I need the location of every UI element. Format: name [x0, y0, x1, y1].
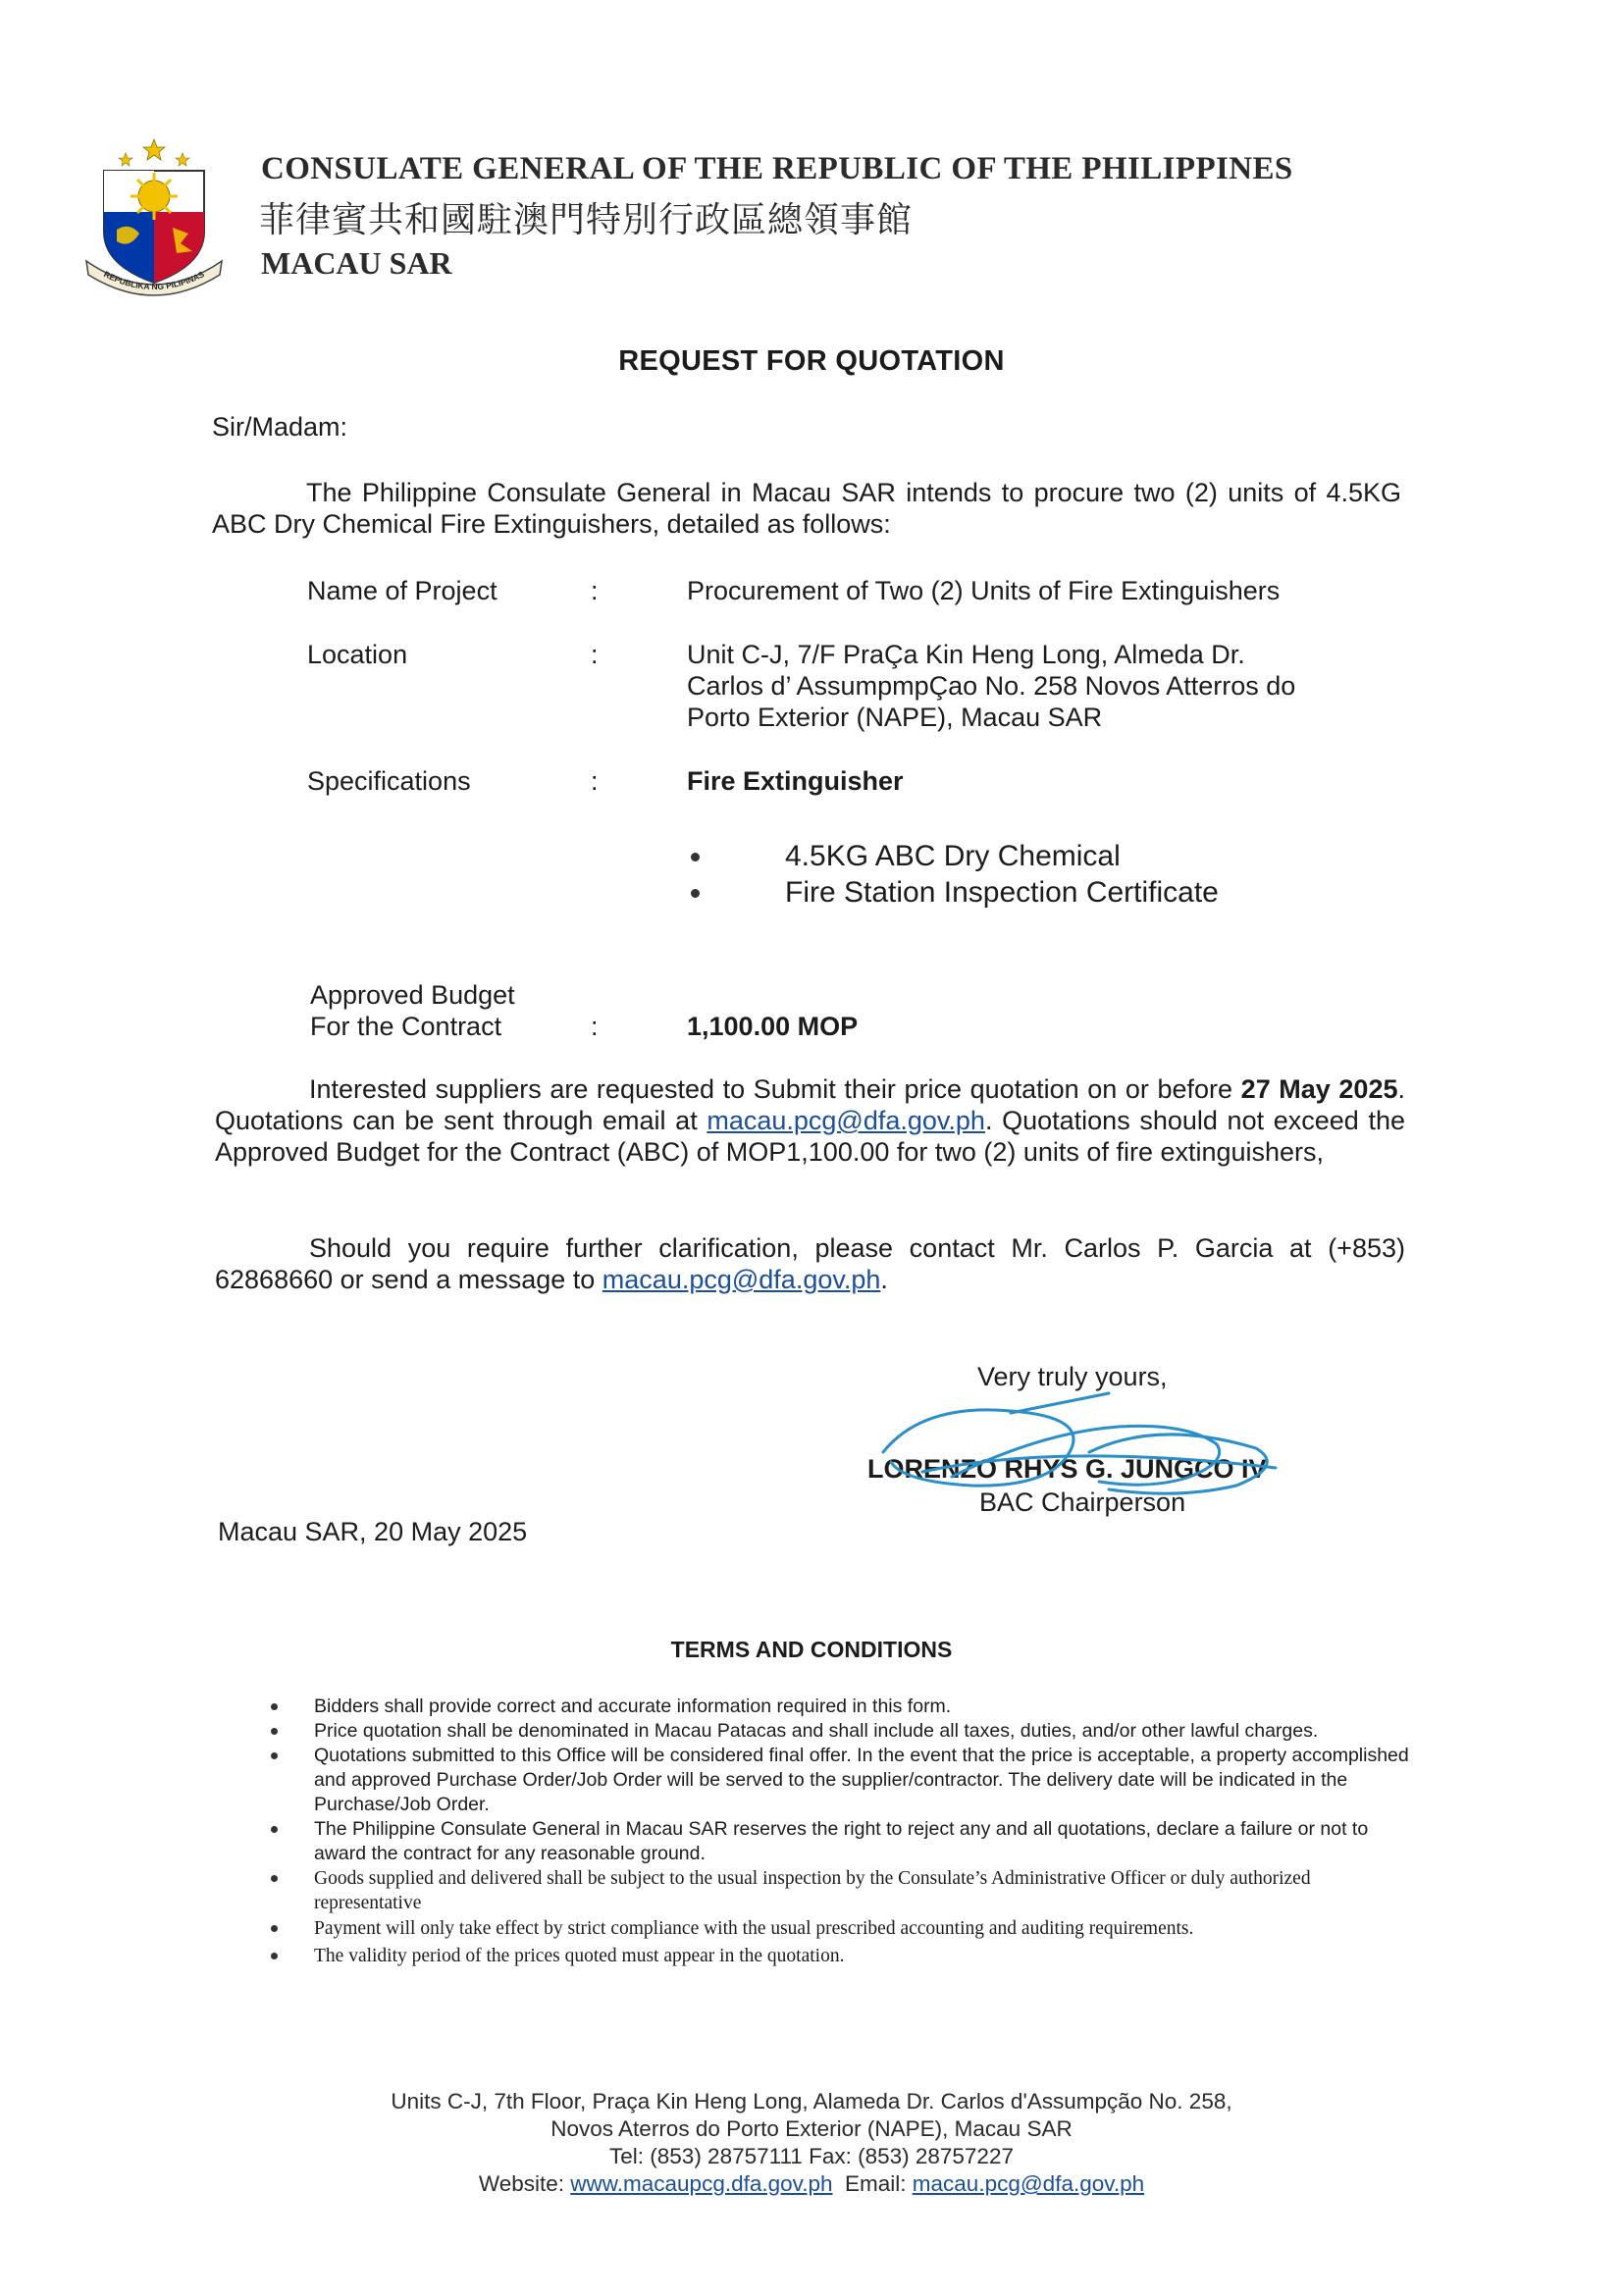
- consulate-location: MACAU SAR: [261, 245, 452, 281]
- location-colon: :: [591, 640, 599, 669]
- website-link[interactable]: www.macaupcg.dfa.gov.ph: [570, 2171, 833, 2196]
- submission-paragraph: Interested suppliers are requested to Submit their price quotation on or before 27 May 2025. Quotations can be sent through email at macau.pcg@dfa.gov.ph. Quotations should not exceed the Approved Budget for the Contract (ABC) of MOP1,100.00 for two (2) units of fire extinguishers,: [215, 1074, 1405, 1167]
- spec-item: Fire Station Inspection Certificate: [785, 876, 1219, 909]
- location-label: Location: [307, 640, 408, 669]
- specifications-label: Specifications: [307, 766, 471, 796]
- budget-label-line-1: Approved Budget: [310, 980, 515, 1010]
- project-label: Name of Project: [307, 576, 497, 605]
- bullet-icon: [271, 1925, 278, 1932]
- bullet-icon: [271, 1752, 278, 1759]
- footer-contact: Website: www.macaupcg.dfa.gov.ph Email: macau.pcg@dfa.gov.ph: [478, 2171, 1145, 2196]
- document-title: REQUEST FOR QUOTATION: [618, 345, 1005, 377]
- spec-item: 4.5KG ABC Dry Chemical: [785, 840, 1121, 872]
- terms-item: Bidders shall provide correct and accurate information required in this form.: [314, 1696, 952, 1717]
- intro-paragraph: The Philippine Consulate General in Macau SAR intends to procure two (2) units of 4.5KG ABC Dry Chemical Fire Extinguishers, detailed as follows:: [212, 478, 1401, 539]
- bullet-icon: [271, 1703, 278, 1710]
- terms-item: The Philippine Consulate General in Macau SAR reserves the right to reject any and all quotations, declare a failure or not to award the contract for any reasonable ground.: [314, 1818, 1369, 1864]
- handwritten-signature: [864, 1383, 1295, 1531]
- email-link[interactable]: macau.pcg@dfa.gov.ph: [602, 1265, 881, 1294]
- bullet-icon: [271, 1826, 278, 1833]
- terms-item: Goods supplied and delivered shall be subject to the usual inspection by the Consulate’s Administrative Officer or duly authorized representative: [314, 1868, 1311, 1913]
- bullet-icon: [271, 1953, 278, 1959]
- footer-address-line-2: Novos Aterros do Porto Exterior (NAPE), Macau SAR: [550, 2116, 1073, 2141]
- terms-item: The validity period of the prices quoted must appear in the quotation.: [314, 1946, 845, 1966]
- footer-email-link[interactable]: macau.pcg@dfa.gov.ph: [912, 2171, 1145, 2196]
- location-line-3: Porto Exterior (NAPE), Macau SAR: [687, 703, 1103, 732]
- footer-phone-fax: Tel: (853) 28757111 Fax: (853) 28757227: [609, 2144, 1014, 2168]
- email-link[interactable]: macau.pcg@dfa.gov.ph: [707, 1106, 985, 1135]
- terms-item: Payment will only take effect by strict compliance with the usual prescribed accounting and auditing requirements.: [314, 1918, 1194, 1939]
- bullet-icon: [271, 1875, 278, 1882]
- philippine-coat-of-arms-icon: [82, 135, 226, 296]
- signatory-role: BAC Chairperson: [979, 1487, 1186, 1517]
- closing: Very truly yours,: [977, 1362, 1168, 1391]
- budget-colon: :: [591, 1012, 599, 1041]
- footer-address-line-1: Units C-J, 7th Floor, Praça Kin Heng Long, Alameda Dr. Carlos d'Assumpção No. 258,: [391, 2089, 1232, 2113]
- consulate-title: CONSULATE GENERAL OF THE REPUBLIC OF THE PHILIPPINES: [261, 151, 1293, 186]
- clarification-paragraph: Should you require further clarification, please contact Mr. Carlos P. Garcia at (+853) 62868660 or send a message to macau.pcg@dfa.gov.ph.: [215, 1233, 1405, 1294]
- specifications-heading: Fire Extinguisher: [687, 766, 904, 796]
- place-and-date: Macau SAR, 20 May 2025: [218, 1517, 528, 1546]
- bullet-icon: [691, 853, 700, 861]
- terms-item: Price quotation shall be denominated in Macau Patacas and shall include all taxes, duties, and/or other lawful charges.: [314, 1720, 1319, 1742]
- budget-value: 1,100.00 MOP: [687, 1012, 859, 1041]
- terms-title: TERMS AND CONDITIONS: [670, 1637, 953, 1662]
- specifications-colon: :: [591, 766, 599, 796]
- location-line-2: Carlos d’ AssumpmpÇao No. 258 Novos Atterros do: [687, 671, 1296, 701]
- bullet-icon: [691, 889, 700, 898]
- project-value: Procurement of Two (2) Units of Fire Extinguishers: [687, 576, 1281, 605]
- location-line-1: Unit C-J, 7/F PraÇa Kin Heng Long, Almeda Dr.: [687, 640, 1245, 669]
- project-colon: :: [591, 576, 599, 605]
- budget-label-line-2: For the Contract: [310, 1012, 502, 1041]
- deadline-date: 27 May 2025: [1240, 1074, 1398, 1104]
- signatory-name: LORENZO RHYS G. JUNGCO IV: [867, 1454, 1267, 1484]
- bullet-icon: [271, 1728, 278, 1735]
- salutation: Sir/Madam:: [212, 412, 348, 442]
- terms-item: Quotations submitted to this Office will be considered final offer. In the event that the price is acceptable, a property accomplished and approved Purchase Order/Job Order will be served to the supplier/contractor. The delivery date will be indicated in the Purchase/Job Order.: [314, 1745, 1409, 1815]
- seal-motto: REPUBLIKA NG PILIPINAS: [102, 269, 206, 292]
- consulate-title-chinese: 菲律賓共和國駐澳門特別行政區總領事館: [259, 200, 914, 240]
